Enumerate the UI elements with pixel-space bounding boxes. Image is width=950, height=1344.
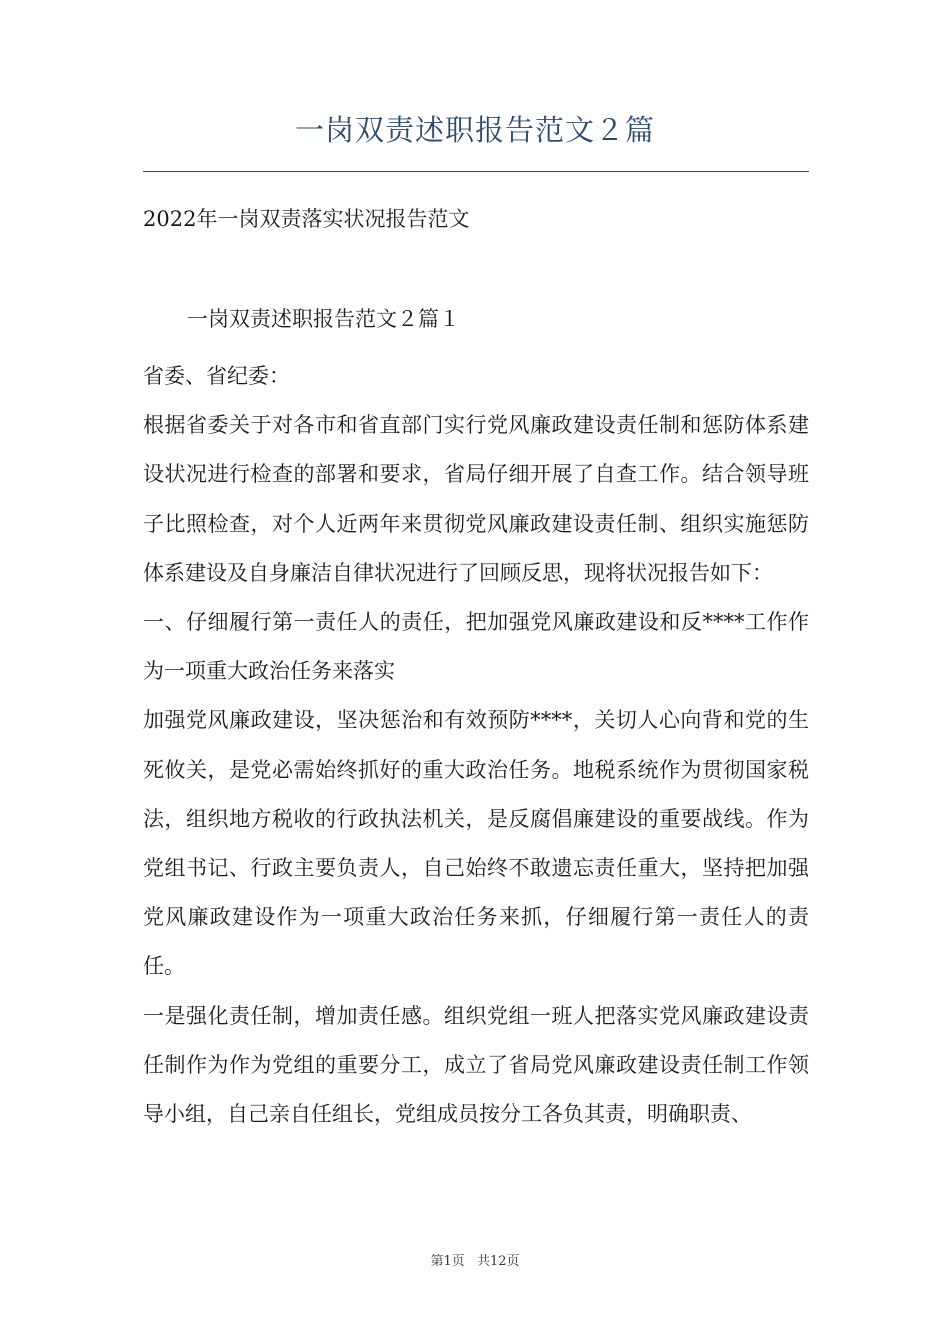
- page-count: 共12页: [476, 1254, 520, 1269]
- paragraph-heading: 一、仔细履行第一责任人的责任，把加强党风廉政建设和反****工作作为一项重大政治任务来落实: [143, 610, 809, 684]
- page-number: 第1页: [430, 1254, 465, 1269]
- document-title: 一岗双责述职报告范文２篇: [294, 113, 655, 147]
- paragraph: 一是强化责任制，增加责任感。组织党组一班人把落实党风廉政建设责任制作为作为党组的重要分工，成立了省局党风廉政建设责任制工作领导小组，自己亲自任组长，党组成员按分工各负其责，明确职责、: [143, 1003, 809, 1127]
- document-subtitle: 2022年一岗双责落实状况报告范文: [143, 207, 470, 231]
- section-heading: 一岗双责述职报告范文２篇１: [187, 307, 460, 331]
- paragraph: 加强党风廉政建设，坚决惩治和有效预防****，关切人心向背和党的生死攸关，是党必需始终抓好的重大政治任务。地税系统作为贯彻国家税法，组织地方税收的行政执法机关，是反腐倡廉建设的重要战线。作为党组书记、行政主要负责人，自己始终不敢遗忘责任重大，坚持把加强党风廉政建设作为一项重大政治任务来抓，仔细履行第一责任人的责任。: [143, 708, 809, 979]
- paragraph: 根据省委关于对各市和省直部门实行党风廉政建设责任制和惩防体系建设状况进行检查的部署和要求，省局仔细开展了自查工作。结合领导班子比照检查，对个人近两年来贯彻党风廉政建设责任制、组织实施惩防体系建设及自身廉洁自律状况进行了回顾反思，现将状况报告如下：: [143, 413, 809, 585]
- paragraph-salutation: 省委、省纪委：: [143, 364, 290, 388]
- title-divider: [143, 171, 809, 172]
- body-text: [143, 352, 809, 1139]
- page-footer: [0, 1250, 950, 1269]
